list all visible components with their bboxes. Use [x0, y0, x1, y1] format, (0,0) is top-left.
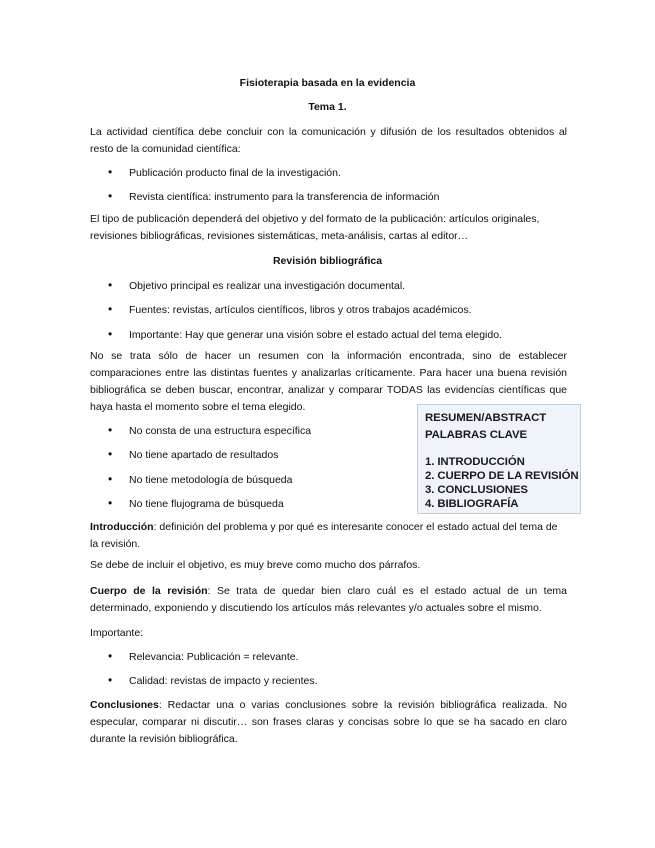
- bullet-icon: •: [108, 673, 113, 687]
- conclusiones-paragraph: Conclusiones: Redactar una o varias conclusiones sobre la revisión bibliográfica realizada. No especular, comparar ni discutir… son frases claras y concisas sobre lo que se ha sacado en claro durante la revisión bibliográfica.: [90, 699, 567, 745]
- structure-line-keywords: PALABRAS CLAVE: [425, 429, 527, 441]
- bullet-icon: •: [108, 302, 113, 316]
- structure-item: 3. CONCLUSIONES: [425, 484, 528, 496]
- introduccion-label: Introducción: [90, 521, 154, 533]
- bullet-icon: •: [108, 472, 113, 486]
- section-heading-review: Revisión bibliográfica: [272, 255, 383, 267]
- bullet-icon: •: [108, 327, 113, 341]
- bullet-icon: •: [108, 649, 113, 663]
- introduccion-paragraph: Introducción: definición del problema y por qué es interesante conocer el estado actual del tema de la revisión.: [90, 521, 558, 550]
- document-title: Fisioterapia basada en la evidencia: [239, 77, 416, 89]
- bullet-icon: •: [108, 447, 113, 461]
- cuerpo-label: Cuerpo de la revisión: [90, 585, 208, 597]
- cuerpo-paragraph: Cuerpo de la revisión: Se trata de quedar bien claro cuál es el estado actual de un tema determinado, exponiendo y discutiendo los artículos más relevantes y/o actuales sobre el mismo.: [90, 585, 568, 614]
- review-paragraph: No se trata sólo de hacer un resumen con la información encontrada, sino de establecer comparaciones entre las distintas fuentes y analizarlas críticamente. Para hacer una buena revisión bibliográfica se deben buscar, encontrar, analizar y comparar TODAS las evidencias científicas que haya hasta el momento sobre el tema elegido.: [90, 350, 567, 413]
- publication-type-paragraph: El tipo de publicación dependerá del objetivo y del formato de la publicación: artículos originales, revisiones bibliográficas, revisiones sistemáticas, meta-análisis, cartas al editor…: [90, 213, 540, 242]
- bullet-icon: •: [108, 278, 113, 292]
- structure-item: 2. CUERPO DE LA REVISIÓN: [425, 470, 579, 482]
- bullet-icon: •: [108, 496, 113, 510]
- structure-item: 1. INTRODUCCIÓN: [425, 456, 525, 468]
- introduccion-note: Se debe de incluir el objetivo, es muy breve como mucho dos párrafos.: [90, 559, 421, 571]
- intro-paragraph: La actividad científica debe concluir con la comunicación y difusión de los resultados obtenidos al resto de la comunidad científica:: [90, 126, 567, 155]
- bullet-icon: •: [108, 423, 113, 437]
- bullet-icon: •: [108, 189, 113, 203]
- structure-item: 4. BIBLIOGRAFÍA: [425, 498, 519, 510]
- document-page: Fisioterapia basada en la evidencia Tema 1. La actividad científica debe concluir con la comunicación y difusión de los resultados obtenidos al resto de la comunidad científica: • Publicación producto final de la investigación. • Revista científica: instrumento para la transferencia de información El tipo de publicación dependerá del objetivo y del formato de la publicación: artículos originales, revisiones bibliográficas, revisiones sistemáticas, meta-análisis, cartas al editor… Revisión bibliográfica • Objetivo principal es realizar una investigación documental. • Fuentes: revistas, artículos científicos, libros y otros trabajos académicos. • Importante: Hay que generar una visión sobre el estado actual del tema elegido. No se trata sólo de hacer un resumen con la información encontrada, sino de establecer comparaciones entre las distintas fuentes y analizarlas críticamente. Para hacer una buena revisión bibliográfica se deben buscar, encontrar, analizar y comparar TODAS las evidencias científicas que haya hasta el momento sobre el tema elegido. • No consta de una estructura específica • No tiene apartado de resultados • No tiene metodología de búsqueda • No tiene flujograma de búsqueda RESUMEN/ABSTRACT PALABRAS CLAVE 1. INTRODUCCIÓN 2. CUERPO DE LA REVISIÓN 3. CONCLUSIONES 4. BIBLIOGRAFÍA Introducción: definición del problema y por qué es interesante conocer el estado actual del tema de la revisión. Se debe de incluir el objetivo, es muy breve como mucho dos párrafos. Cuerpo de la revisión: Se trata de quedar bien claro cuál es el estado actual de un tema determinado, exponiendo y discutiendo los artículos más relevantes y/o actuales sobre el mismo. Importante: • Relevancia: Publicación = relevante. • Calidad: revistas de impacto y recientes. Conclusiones: Redactar una o varias conclusiones sobre la revisión bibliográfica realizada. No especular, comparar ni discutir… son frases claras y concisas sobre lo que se ha sacado en claro durante la revisión bibliográfica.: [0, 0, 655, 848]
- conclusiones-label: Conclusiones: [90, 699, 159, 711]
- topic-heading: Tema 1.: [308, 101, 347, 113]
- structure-figure: [417, 404, 581, 514]
- structure-line-abstract: RESUMEN/ABSTRACT: [425, 412, 547, 424]
- bullet-icon: •: [108, 165, 113, 179]
- importante-label: Importante:: [90, 627, 144, 639]
